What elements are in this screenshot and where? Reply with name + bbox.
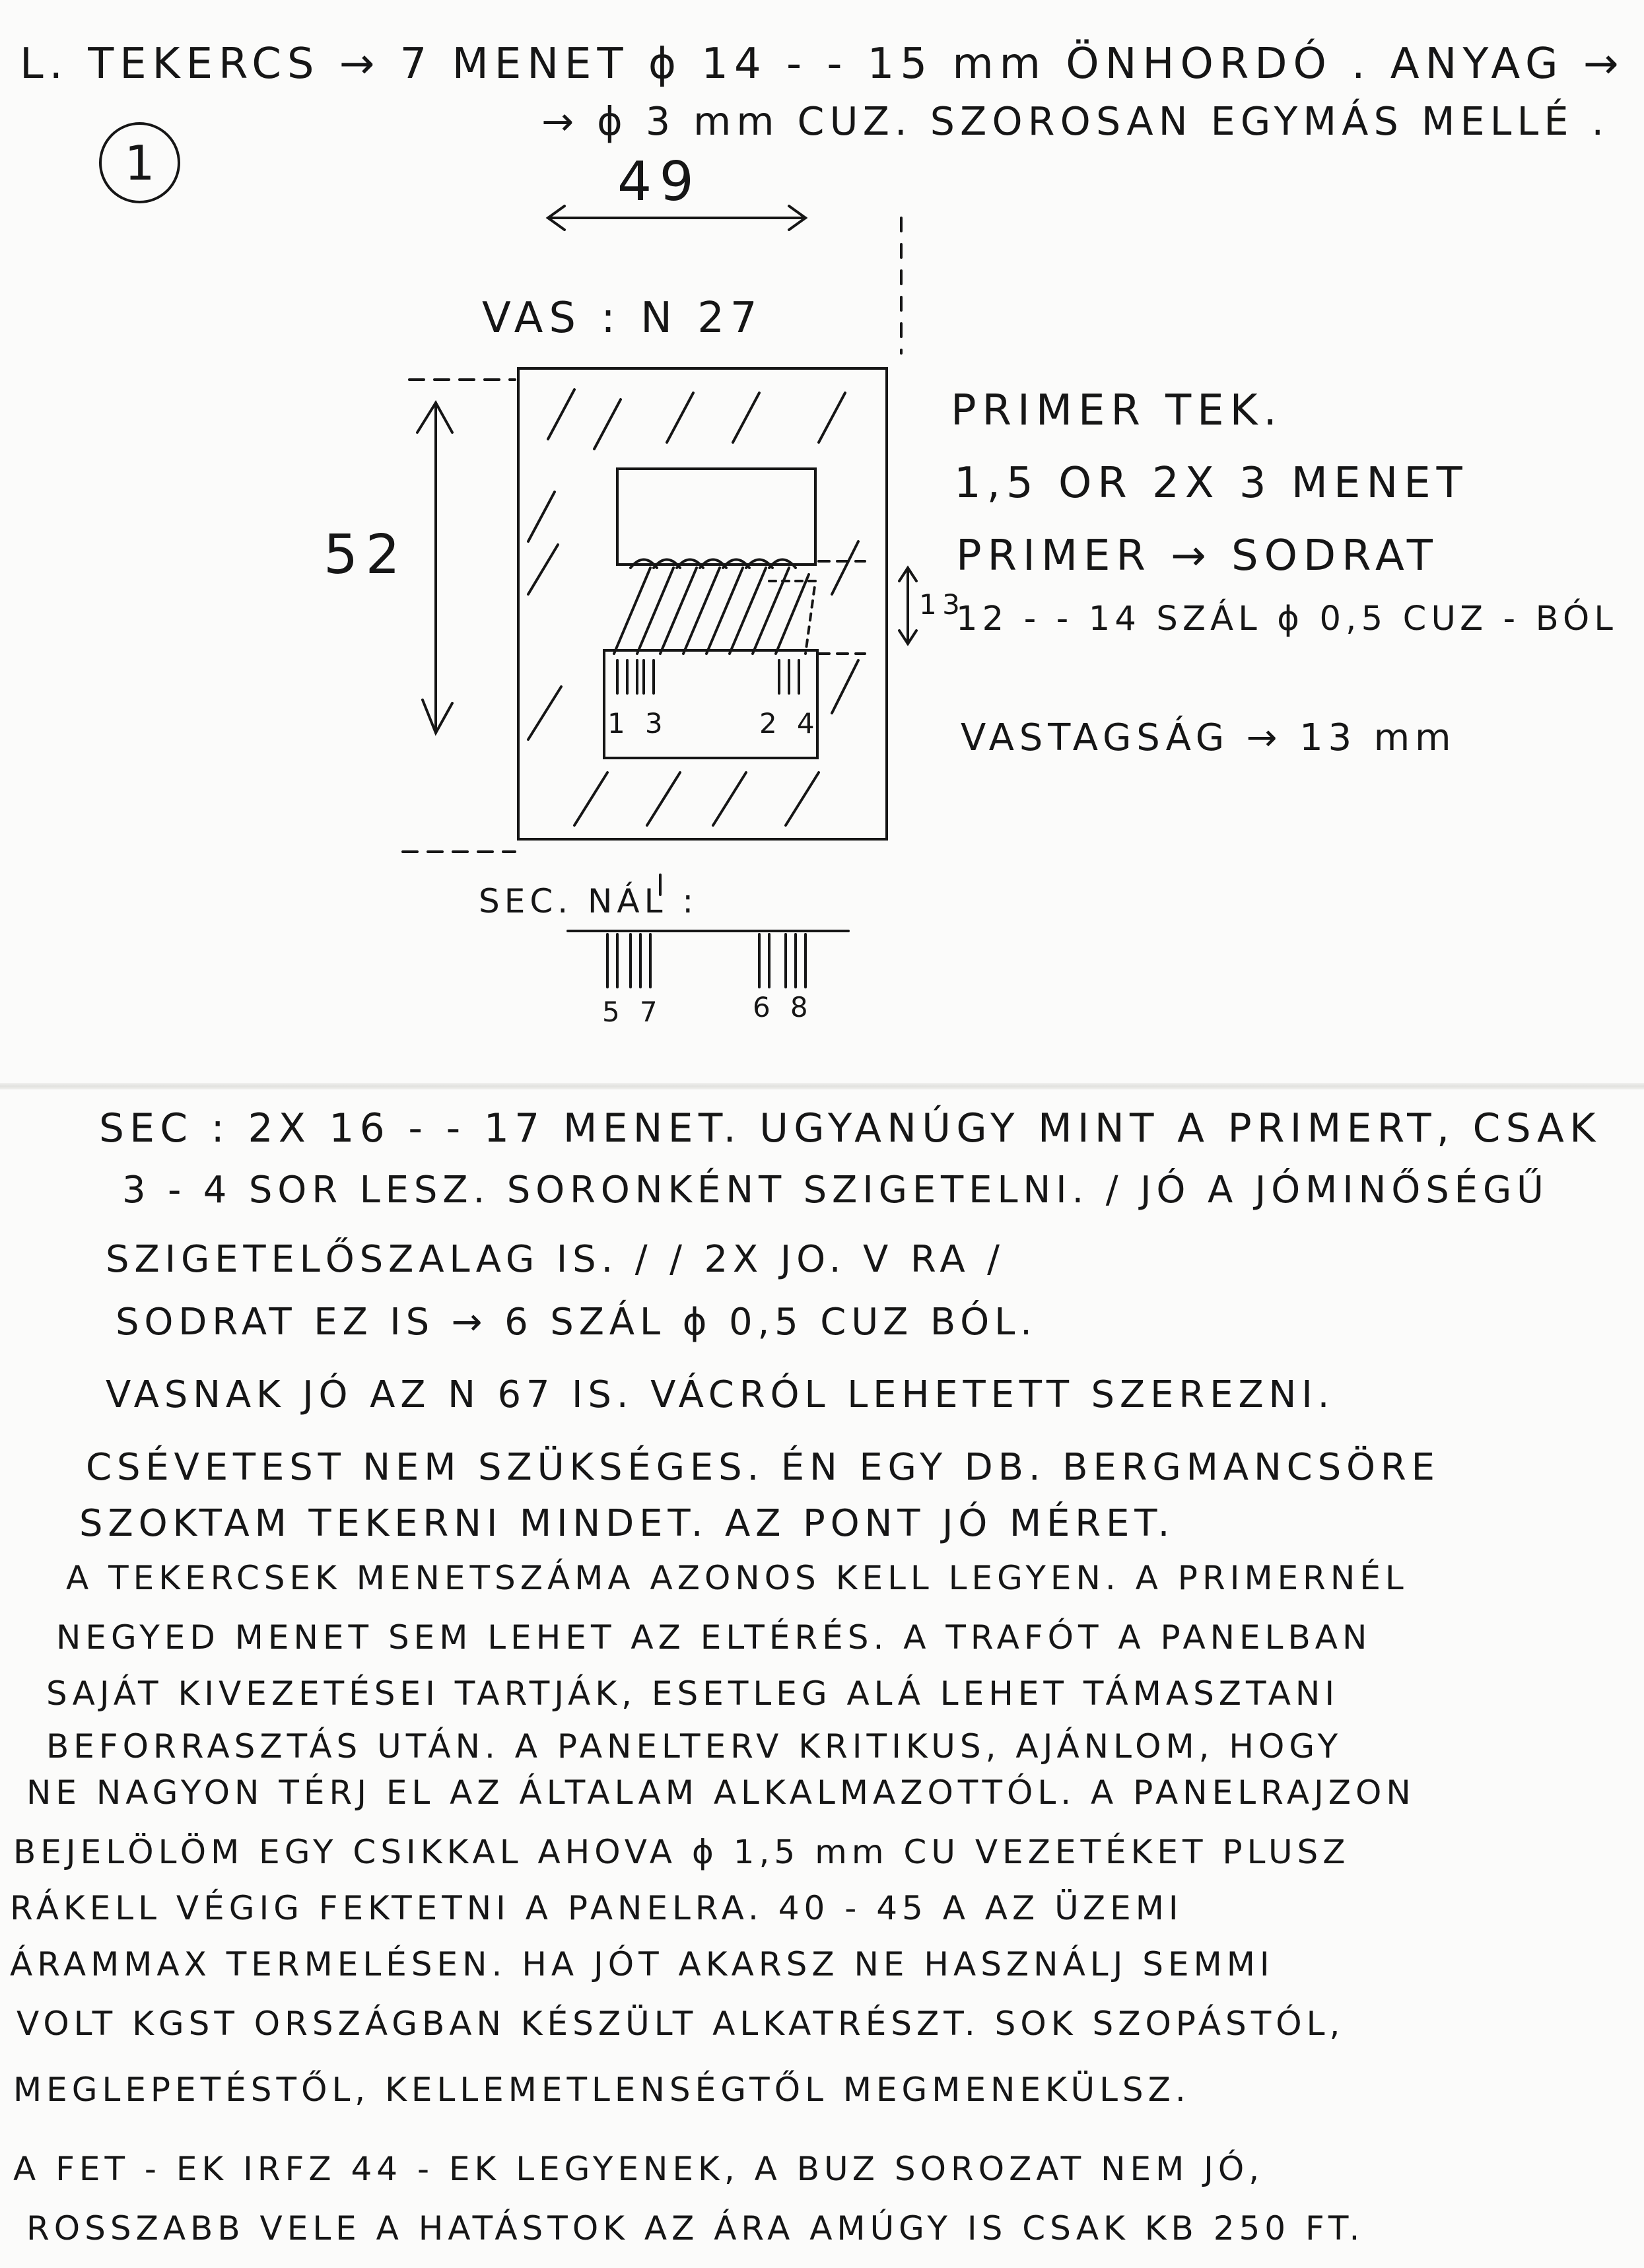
body-line-9: NEGYED MENET SEM LEHET AZ ELTÉRÉS. A TRAFÓT A PANELBAN — [56, 1618, 1372, 1657]
paper-fold-line — [0, 1083, 1644, 1089]
height-label: 52 — [324, 524, 408, 586]
body-line-1: SEC : 2X 16 - - 17 MENET. UGYANÚGY MINT A PRIMERT, CSAK — [99, 1106, 1601, 1151]
primer-note-3: 12 - - 14 SZÁL ϕ 0,5 CUZ - BÓL — [956, 600, 1618, 638]
primary-pins — [617, 660, 799, 693]
body-line-5: VASNAK JÓ AZ N 67 IS. VÁCRÓL LEHETETT SZEREZNI. — [106, 1373, 1335, 1416]
pins-top-left: 1 3 — [607, 707, 668, 739]
core-window — [617, 469, 815, 565]
body-line-13: BEJELÖLÖM EGY CSIKKAL AHOVA ϕ 1,5 mm CU VEZETÉKET PLUSZ — [13, 1833, 1350, 1871]
body-line-16: VOLT KGST ORSZÁGBAN KÉSZÜLT ALKATRÉSZT. SOK SZOPÁSTÓL, — [17, 2005, 1345, 2043]
core-outline — [518, 368, 887, 839]
body-line-15: ÁRAMMAX TERMELÉSEN. HA JÓT AKARSZ NE HASZNÁLJ SEMMI — [10, 1945, 1274, 1983]
body-line-19: ROSSZABB VELE A HATÁSTOK AZ ÁRA AMÚGY IS CSAK KB 250 FT. — [26, 2209, 1365, 2248]
body-line-17: MEGLEPETÉSTŐL, KELLEMETLENSÉGTŐL MEGMENEKÜLSZ. — [13, 2071, 1190, 2109]
gap-label: 13 — [919, 588, 966, 621]
primary-winding-coils — [614, 560, 809, 654]
body-line-11: BEFORRASZTÁS UTÁN. A PANELTERV KRITIKUS, AJÁNLOM, HOGY — [46, 1727, 1343, 1766]
body-line-8: A TEKERCSEK MENETSZÁMA AZONOS KELL LEGYEN. A PRIMERNÉL — [66, 1559, 1408, 1597]
body-line-12: NE NAGYON TÉRJ EL AZ ÁLTALAM ALKALMAZOTTÓL. A PANELRAJZON — [26, 1773, 1416, 1812]
pins-sec-right: 6 8 — [753, 991, 813, 1023]
body-line-6: CSÉVETEST NEM SZÜKSÉGES. ÉN EGY DB. BERGMANCSÖRE — [86, 1446, 1440, 1489]
body-line-3: SZIGETELŐSZALAG IS. / / 2X JO. V RA / — [106, 1238, 1005, 1281]
body-line-7: SZOKTAM TEKERNI MINDET. AZ PONT JÓ MÉRET. — [79, 1502, 1175, 1545]
page-number: 1 — [99, 122, 180, 203]
width-label: 49 — [617, 151, 702, 213]
primer-title: PRIMER TEK. — [951, 386, 1283, 435]
body-line-18: A FET - EK IRFZ 44 - EK LEGYENEK, A BUZ SOROZAT NEM JÓ, — [13, 2150, 1264, 2188]
body-line-10: SAJÁT KIVEZETÉSEI TARTJÁK, ESETLEG ALÁ LEHET TÁMASZTANI — [46, 1674, 1340, 1713]
primer-note-2: PRIMER → SODRAT — [956, 532, 1439, 580]
core-label: VAS : N 27 — [482, 294, 763, 343]
primer-note-1: 1,5 OR 2X 3 MENET — [954, 459, 1468, 508]
header-line-1: L. TEKERCS → 7 MENET ϕ 14 - - 15 mm ÖNHORDÓ . ANYAG → — [20, 40, 1625, 88]
primer-note-4: VASTAGSÁG → 13 mm — [961, 716, 1456, 759]
body-line-4: SODRAT EZ IS → 6 SZÁL ϕ 0,5 CUZ BÓL. — [116, 1301, 1037, 1344]
body-line-14: RÁKELL VÉGIG FEKTETNI A PANELRA. 40 - 45 A AZ ÜZEMI — [10, 1889, 1183, 1927]
pins-top-right: 2 4 — [759, 707, 820, 739]
pins-sec-left: 5 7 — [602, 996, 663, 1028]
body-line-2: 3 - 4 SOR LESZ. SORONKÉNT SZIGETELNI. / JÓ A JÓMINŐSÉGŰ — [122, 1169, 1549, 1212]
sec-label: SEC. NÁL : — [479, 882, 699, 920]
secondary-pins — [607, 934, 805, 987]
header-line-2: → ϕ 3 mm CUZ. SZOROSAN EGYMÁS MELLÉ . — [541, 99, 1610, 144]
